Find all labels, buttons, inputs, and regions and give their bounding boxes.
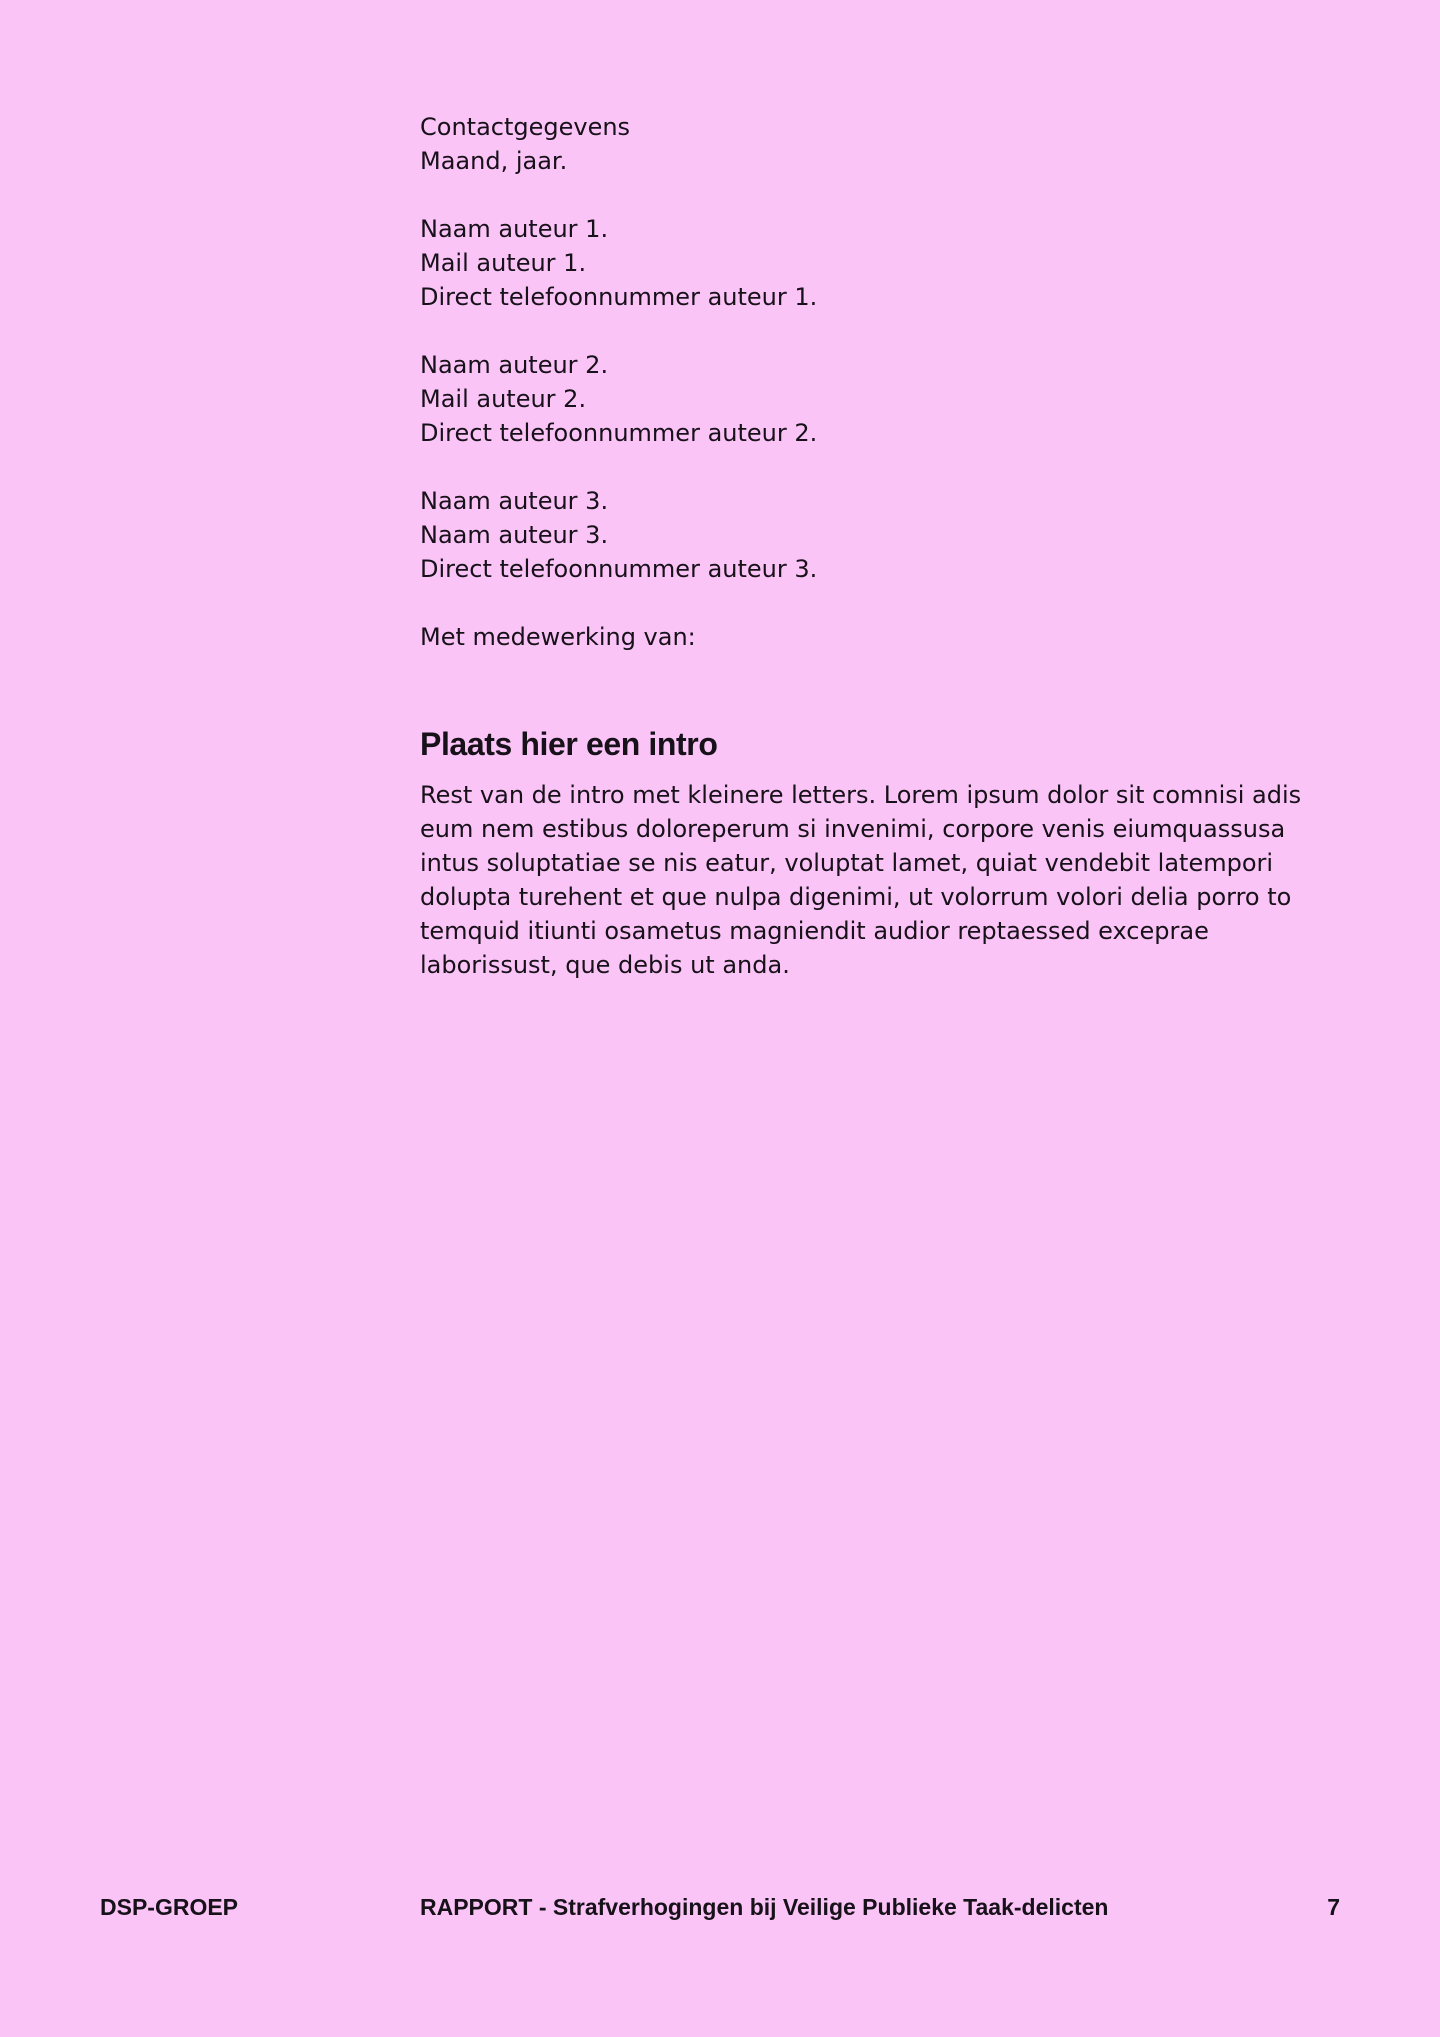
contact-date: Maand, jaar. xyxy=(420,147,568,175)
contact-title: Contactgegevens xyxy=(420,113,631,141)
author-phone: Direct telefoonnummer auteur 2. xyxy=(420,419,818,447)
footer-organization: DSP-GROEP xyxy=(100,1894,239,1920)
footer-page-number: 7 xyxy=(1327,1894,1340,1920)
author-mail: Mail auteur 2. xyxy=(420,385,587,413)
author-block-1 xyxy=(420,212,1340,314)
author-block-3 xyxy=(420,484,1340,586)
author-phone: Direct telefoonnummer auteur 3. xyxy=(420,555,818,583)
contact-header xyxy=(420,110,1340,178)
author-phone: Direct telefoonnummer auteur 1. xyxy=(420,283,818,311)
main-content xyxy=(420,110,1340,982)
footer-report-title: RAPPORT - Strafverhogingen bij Veilige Publieke Taak-delicten xyxy=(420,1894,1109,1920)
author-mail: Naam auteur 3. xyxy=(420,521,609,549)
intro-body: Rest van de intro met kleinere letters. Lorem ipsum dolor sit comnisi adis eum nem estibus doloreperum si invenimi, corpore venis eiumquassusa intus soluptatiae se nis eatur, voluptat lamet, quiat vendebit latempori dolupta turehent et que nulpa digenimi, ut volorrum volori delia porro to temquid itiunti osametus magniendit audior reptaessed exceprae laborissust, que debis ut anda. xyxy=(420,781,1302,979)
author-name: Naam auteur 3. xyxy=(420,487,609,515)
author-name: Naam auteur 2. xyxy=(420,351,609,379)
author-block-2 xyxy=(420,348,1340,450)
intro-heading: Plaats hier een intro xyxy=(420,726,718,762)
collaboration-label: Met medewerking van: xyxy=(420,623,696,651)
author-mail: Mail auteur 1. xyxy=(420,249,587,277)
page-footer xyxy=(0,1892,1440,1922)
author-name: Naam auteur 1. xyxy=(420,215,609,243)
